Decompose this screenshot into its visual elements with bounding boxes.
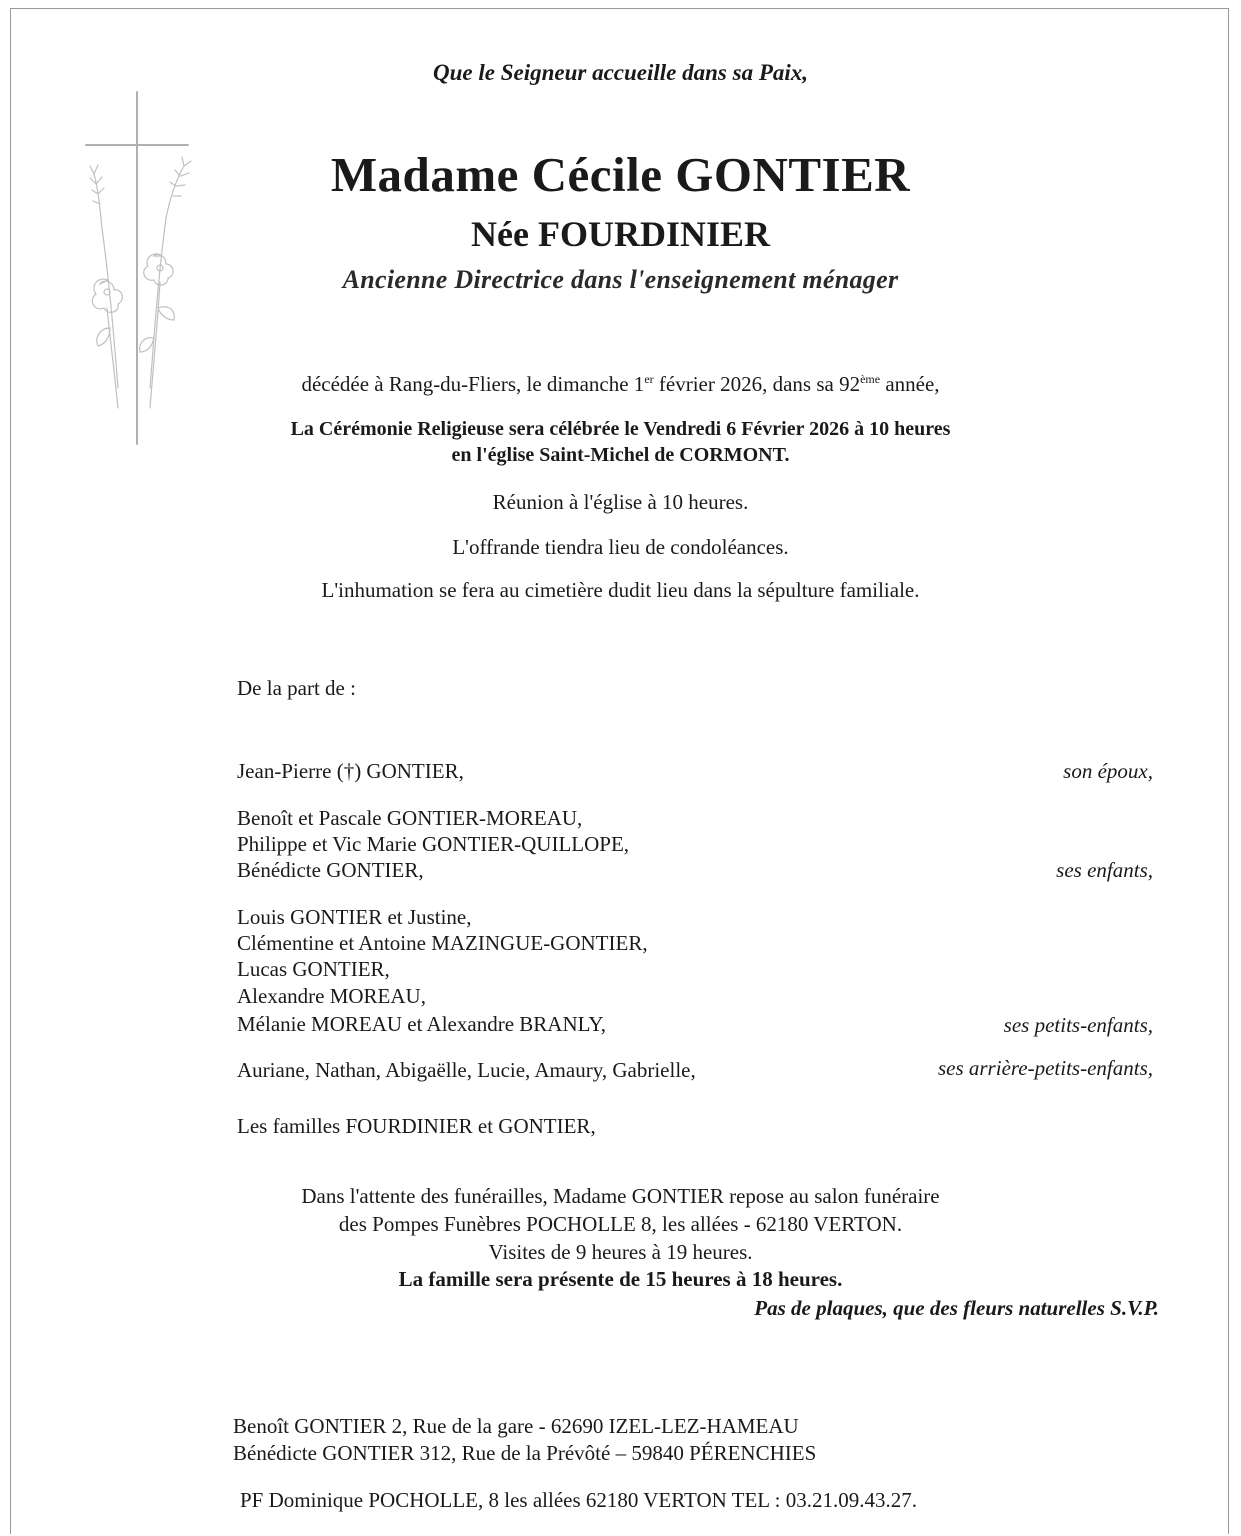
family-name: Lucas GONTIER,	[237, 957, 390, 981]
wake-line-2: des Pompes Funèbres POCHOLLE 8, les allées - 62180 VERTON.	[338, 1212, 903, 1236]
intro-line: Que le Seigneur accueille dans sa Paix,	[432, 60, 809, 85]
profession: Ancienne Directrice dans l'enseignement ménager	[342, 265, 899, 294]
from-label: De la part de :	[237, 676, 356, 700]
decease-text-b: février 2026, dans sa 92	[653, 372, 861, 396]
ceremony-line-1: La Cérémonie Religieuse sera célébrée le Vendredi 6 Février 2026 à 10 heures	[290, 418, 951, 440]
relation-great-grandchildren: ses arrière-petits-enfants,	[937, 1056, 1153, 1080]
burial-line: L'inhumation se fera au cimetière dudit lieu dans la sépulture familiale.	[321, 578, 920, 602]
wake-line-1: Dans l'attente des funérailles, Madame GONTIER repose au salon funéraire	[301, 1184, 940, 1208]
decease-line	[0, 372, 1241, 397]
address-line-2: Bénédicte GONTIER 312, Rue de la Prévôté – 59840 PÉRENCHIES	[233, 1441, 817, 1465]
relation-grandchildren: ses petits-enfants,	[1003, 1013, 1153, 1037]
family-name: Philippe et Vic Marie GONTIER-QUILLOPE,	[237, 832, 630, 856]
decease-text-a: décédée à Rang-du-Fliers, le dimanche 1	[301, 372, 645, 396]
relation-spouse: son époux,	[1063, 759, 1153, 783]
offering-line: L'offrande tiendra lieu de condoléances.	[452, 535, 789, 559]
relation-children: ses enfants,	[1056, 858, 1153, 882]
visiting-hours: Visites de 9 heures à 19 heures.	[488, 1240, 753, 1264]
ceremony-line-2: en l'église Saint-Michel de CORMONT.	[451, 444, 790, 466]
decease-sup-b: ème	[860, 372, 881, 386]
family-name: Jean-Pierre (†) GONTIER,	[237, 759, 464, 783]
family-name: Benoît et Pascale GONTIER-MOREAU,	[237, 806, 583, 830]
family-name: Auriane, Nathan, Abigaëlle, Lucie, Amaury, Gabrielle,	[237, 1058, 696, 1082]
family-name: Clémentine et Antoine MAZINGUE-GONTIER,	[237, 931, 648, 955]
maiden-name: Née FOURDINIER	[471, 214, 770, 254]
family-name: Louis GONTIER et Justine,	[237, 905, 472, 929]
no-plates-note: Pas de plaques, que des fleurs naturelles S.V.P.	[754, 1296, 1159, 1320]
family-name: Alexandre MOREAU,	[237, 984, 426, 1008]
family-name: Les familles FOURDINIER et GONTIER,	[237, 1114, 596, 1138]
decease-sup-a: er	[644, 372, 654, 386]
deceased-name: Madame Cécile GONTIER	[330, 147, 911, 202]
family-name: Mélanie MOREAU et Alexandre BRANLY,	[237, 1012, 607, 1036]
funeral-home-line: PF Dominique POCHOLLE, 8 les allées 62180 VERTON TEL : 03.21.09.43.27.	[240, 1488, 917, 1512]
decease-text-c: année,	[880, 372, 940, 396]
family-name: Bénédicte GONTIER,	[237, 858, 424, 882]
family-presence: La famille sera présente de 15 heures à 18 heures.	[398, 1267, 843, 1291]
meeting-line: Réunion à l'église à 10 heures.	[492, 490, 749, 514]
address-line-1: Benoît GONTIER 2, Rue de la gare - 62690 IZEL-LEZ-HAMEAU	[233, 1414, 799, 1438]
